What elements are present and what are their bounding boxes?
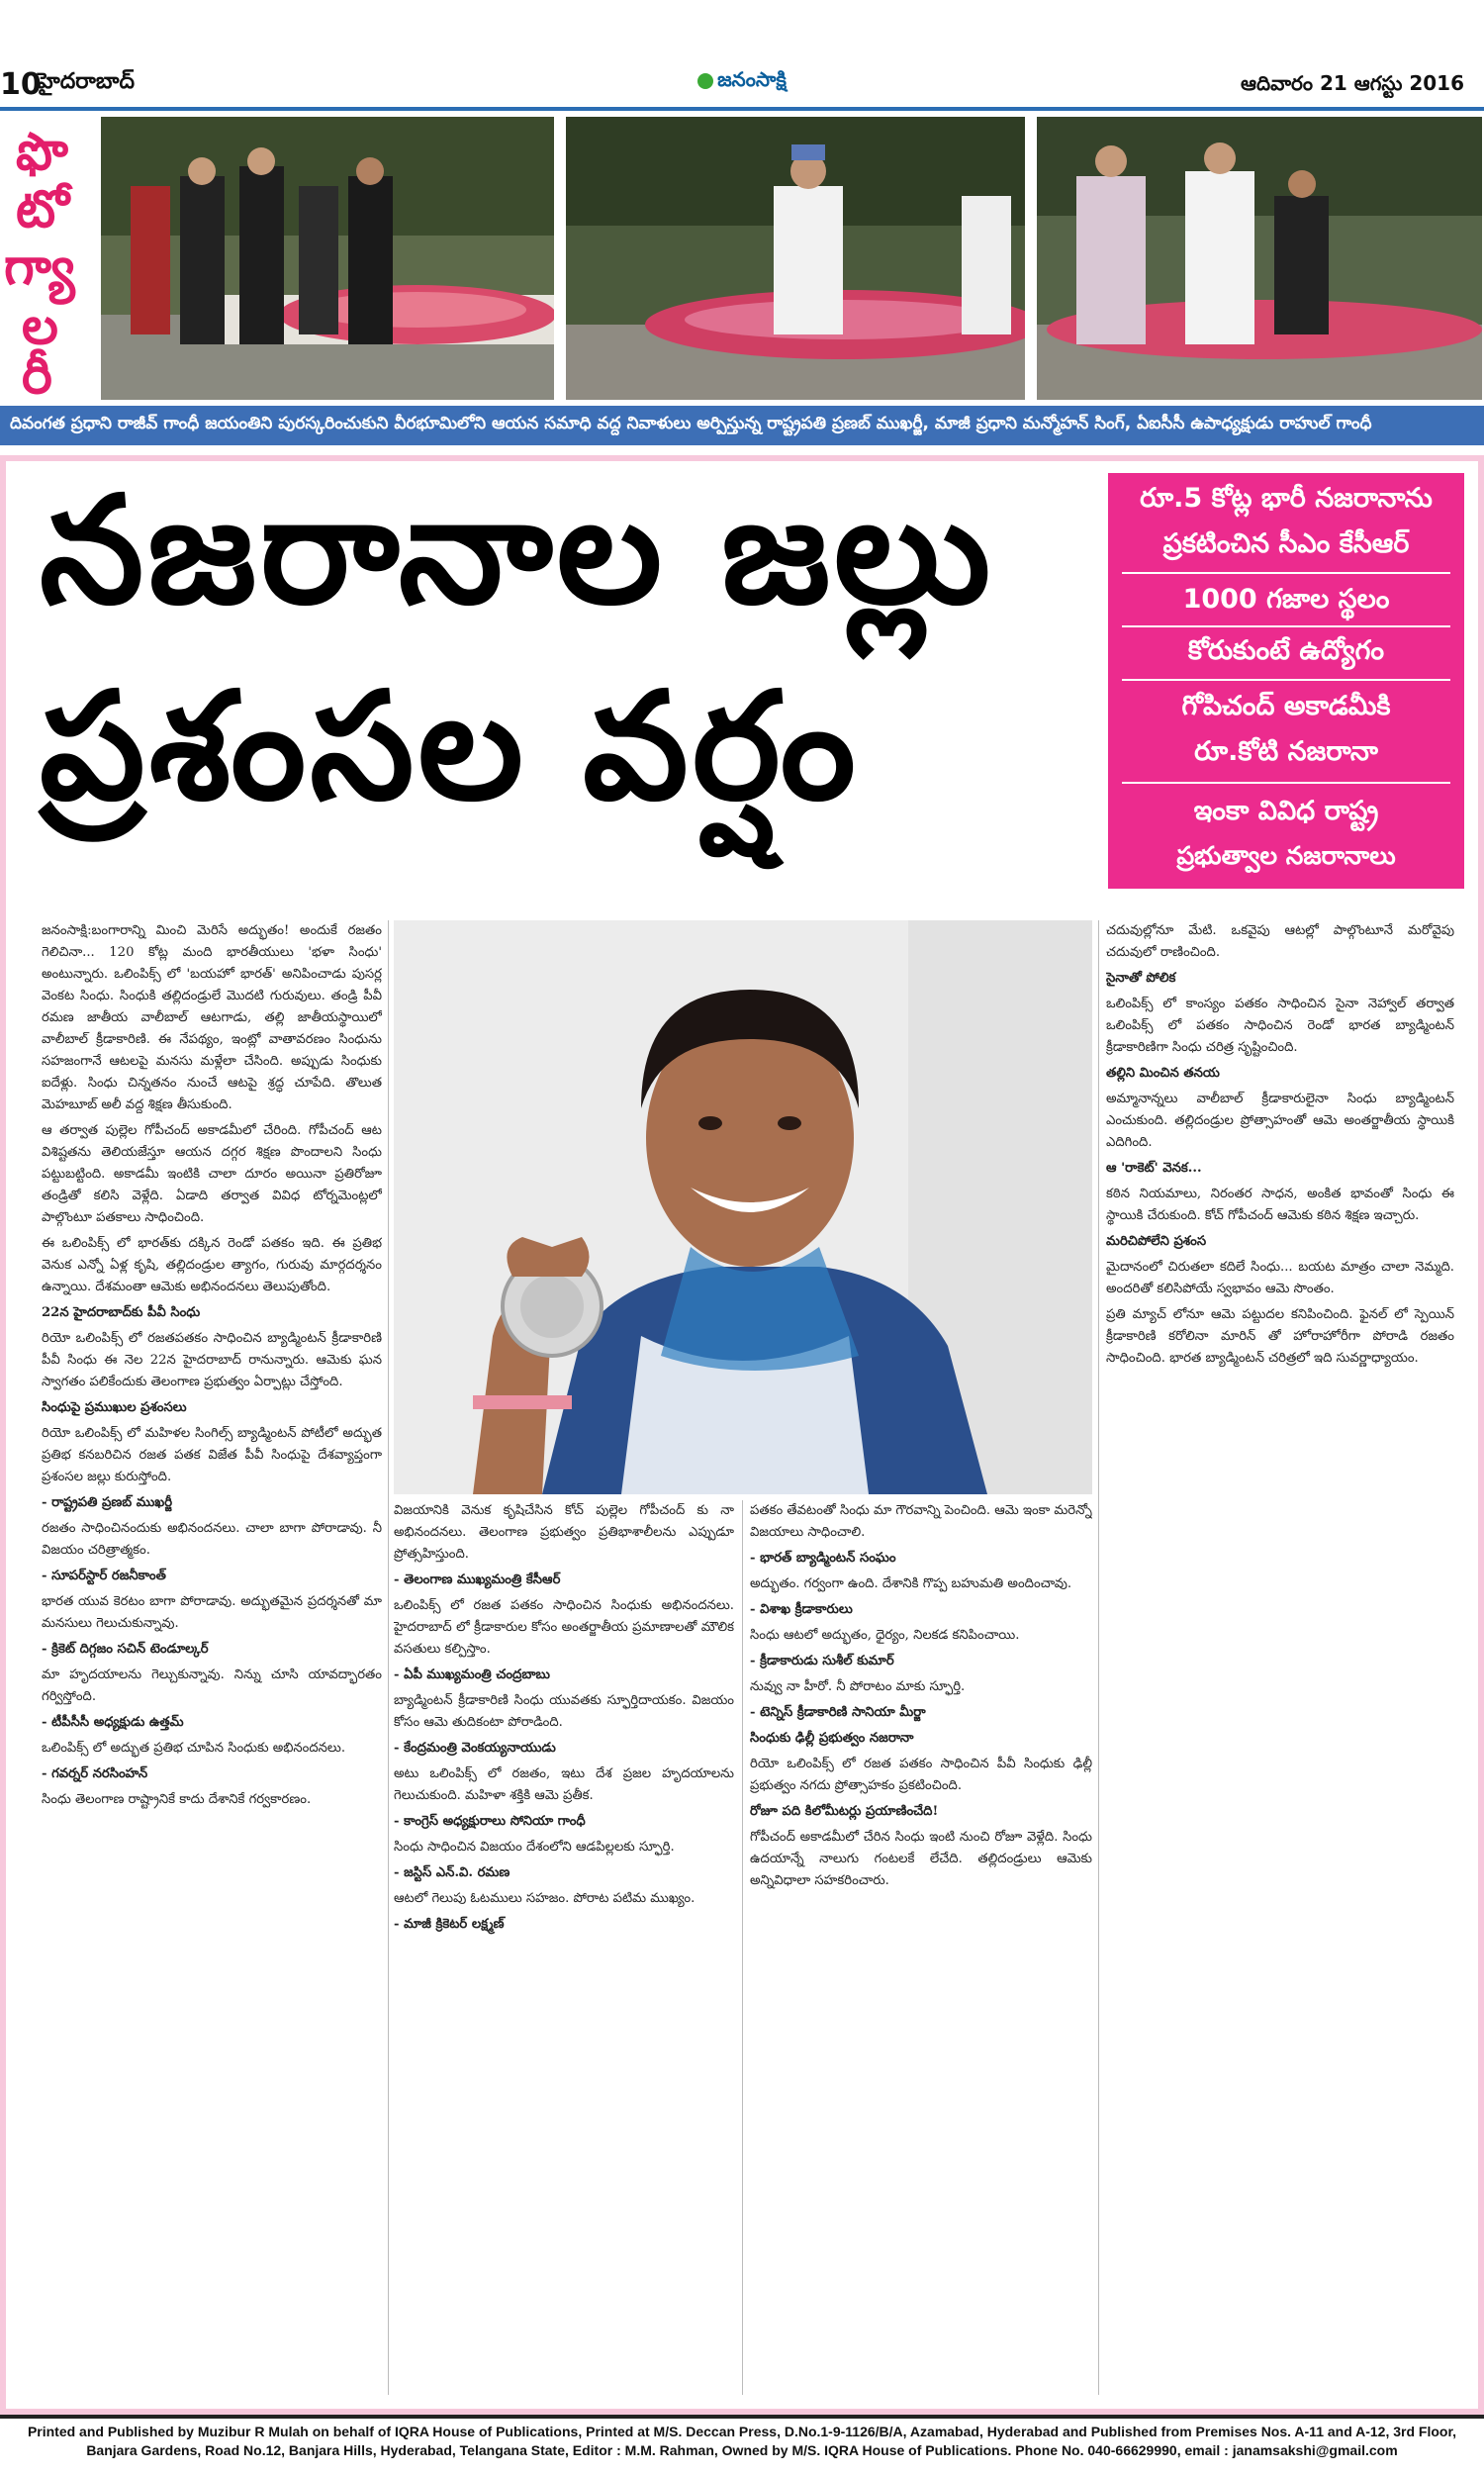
article-paragraph: ఒలింపిక్స్ లో రజత పతకం సాధించిన సింధుకు అభినందనలు. హైదరాబాద్ లో క్రీడాకారుల కోసం అంతర్జాతీయ ప్రమాణాలతో మౌలిక వసతులు కల్పిస్తాం. — [394, 1598, 734, 1657]
highlight-divider — [1122, 782, 1450, 784]
article-paragraph: సింధు ఆటలో అద్భుతం, ధైర్యం, నిలకడ కనిపించాయి. — [750, 1628, 1020, 1643]
article-paragraph: భారత యువ కెరటం బాగా పోరాడావు. అద్భుతమైన ప్రదర్శనతో మా మనసులు గెలుచుకున్నావు. — [42, 1594, 382, 1631]
quote-attribution: - జస్టిస్ ఎన్.వి. రమణ — [394, 1865, 510, 1880]
quote-attribution: - గవర్నర్ నరసింహన్ — [42, 1766, 148, 1781]
article-column-3 — [750, 1500, 1092, 2395]
article-paragraph: అటు ఒలింపిక్స్ లో రజతం, ఇటు దేశ ప్రజల హృదయాలను గెలుచుకుంది. మహిళా శక్తికి ఆమె ప్రతీక. — [394, 1766, 734, 1803]
headline-line1: నజరానాల జల్లు — [40, 465, 995, 637]
column-rule — [1098, 920, 1099, 2395]
article-paragraph: గోపీచంద్ అకాడమీలో చేరిన సింధు ఇంటి నుంచి రోజూ వెళ్లేది. సింధు ఉదయాన్నే నాలుగు గంటలకే లేచేది. తల్లిదండ్రులు ఆమెకు అన్నివిధాలా సహకరించారు. — [750, 1830, 1092, 1888]
masthead-logo — [683, 61, 801, 101]
article-subheading: సింధుపై ప్రముఖుల ప్రశంసలు — [42, 1400, 187, 1415]
quote-attribution: - ఏపీ ముఖ్యమంత్రి చంద్రబాబు — [394, 1667, 550, 1682]
quote-attribution: - టీపీసీసీ అధ్యక్షుడు ఉత్తమ్ — [42, 1715, 184, 1730]
gallery-caption: దివంగత ప్రధాని రాజీవ్ గాంధీ జయంతిని పురస్కరించుకుని వీరభూమిలోని ఆయన సమాధి వద్ద నివాళులు అర్పిస్తున్న రాష్ట్రపతి ప్రణబ్ ముఖర్జీ, మాజీ ప్రధాని మన్మోహన్ సింగ్, ఏఐసీసీ ఉపాధ్యక్షుడు రాహుల్ గాంధీ — [0, 406, 1484, 445]
quote-attribution: - క్రీడాకారుడు సుశీల్ కుమార్ — [750, 1654, 894, 1668]
highlight-item: ప్రకటించిన సీఎం కేసీఆర్ — [1162, 528, 1410, 559]
page-number: 10 — [0, 67, 42, 102]
article-paragraph: నువ్వు నా హీరో. నీ పోరాటం మాకు స్ఫూర్తి. — [750, 1679, 966, 1694]
article-paragraph: రియో ఒలింపిక్స్ లో రజత పతకం సాధించిన పీవీ సింధుకు ఢిల్లీ ప్రభుత్వం నగదు ప్రోత్సాహకం ప్రకటించింది. — [750, 1757, 1092, 1793]
article-subheading: ఆ 'రాకెట్' వెనక... — [1106, 1161, 1202, 1176]
article-paragraph: మా హృదయాలను గెల్చుకున్నావు. నిన్ను చూసి యావద్భారతం గర్విస్తోంది. — [42, 1667, 382, 1704]
article-subheading: 22న హైదరాబాద్‌కు పీవీ సింధు — [42, 1305, 201, 1320]
highlight-item: 1000 గజాల స్థలం — [1182, 584, 1390, 615]
column-rule — [388, 920, 389, 2395]
quote-attribution: - భారత్ బ్యాడ్మింటన్ సంఘం — [750, 1551, 896, 1566]
article-paragraph: ఆ తర్వాత పుల్లెల గోపీచంద్ అకాడమీలో చేరింది. గోపీచంద్ ఆట విశిష్టతను తెలియజేస్తూ ఆయన దగ్గర శిక్షణ పొందాలని సింధు పట్టుబట్టింది. అకాడమీ ఇంటికి చాలా దూరం అయినా ప్రతిరోజూ తండ్రితో కలిసి వెళ్లేది. ఏడాది తర్వాత వివిధ టోర్నమెంట్లలో పాల్గొంటూ పతకాలు సాధించింది. — [42, 1123, 382, 1225]
gallery-label-char: ల — [22, 297, 58, 356]
gallery-label-char: రీ — [22, 346, 52, 406]
article-paragraph: చదువుల్లోనూ మేటి. ఒకవైపు ఆటల్లో పాల్గొంటూనే మరోవైపు చదువులో రాణించింది. — [1106, 923, 1454, 960]
quote-attribution: - కేంద్రమంత్రి వెంకయ్యనాయుడు — [394, 1741, 556, 1756]
article-column-4 — [1106, 920, 1454, 2395]
gallery-label-char: ఫొ — [16, 123, 68, 182]
quote-attribution: - విశాఖ క్రీడాకారులు — [750, 1602, 853, 1617]
city-name: హైదరాబాద్ — [38, 69, 135, 94]
quote-attribution: - తెలంగాణ ముఖ్యమంత్రి కేసీఆర్ — [394, 1572, 561, 1587]
article-paragraph: సింధు తెలంగాణ రాష్ట్రానికే కాదు దేశానికే గర్వకారణం. — [42, 1792, 312, 1807]
photo-gallery-label — [0, 111, 99, 406]
quote-attribution: - రాష్ట్రపతి ప్రణబ్ ముఖర్జీ — [42, 1495, 173, 1510]
quote-attribution: - మాజీ క్రికెటర్ లక్ష్మణ్ — [394, 1917, 505, 1932]
quote-attribution: - క్రికెట్ దిగ్గజం సచిన్ టెండూల్కర్ — [42, 1642, 209, 1657]
article-paragraph: మైదానంలో చిరుతలా కదిలే సింధు... బయట మాత్రం చాలా నెమ్మది. అందరితో కలిసిపోయే స్వభావం ఆమె సొంతం. — [1106, 1260, 1454, 1296]
article-subheading: సైనాతో పోలిక — [1106, 971, 1176, 986]
article-paragraph: అమ్మానాన్నలు వాలీబాల్ క్రీడాకారులైనా సింధు బ్యాడ్మింటన్ ఎంచుకుంది. తల్లిదండ్రుల ప్రోత్సాహంతో ఆమె అంతర్జాతీయ స్థాయికి ఎదిగింది. — [1106, 1092, 1454, 1150]
sindhu-photo — [394, 920, 1092, 1494]
issue-date: ఆదివారం 21 ఆగస్టు 2016 — [1240, 71, 1464, 95]
article-paragraph: ఆటలో గెలుపు ఓటములు సహజం. పోరాట పటిమ ముఖ్యం. — [394, 1891, 696, 1906]
quote-attribution: - టెన్నిస్ క్రీడాకారిణి సానియా మీర్జా — [750, 1705, 926, 1720]
article-paragraph: పతకం తేవటంతో సింధు మా గౌరవాన్ని పెంచింది. ఆమె ఇంకా మరెన్నో విజయాలు సాధించాలి. — [750, 1503, 1092, 1540]
quote-attribution: - సూపర్‌స్టార్ రజనీకాంత్ — [42, 1569, 166, 1583]
article-paragraph: విజయానికి వెనుక కృషిచేసిన కోచ్ పుల్లెల గోపీచంద్ కు నా అభినందనలు. తెలంగాణ ప్రభుత్వం ప్రతిభాశాలీలను ఎప్పుడూ ప్రోత్సహిస్తుంది. — [394, 1503, 734, 1562]
gallery-photo-manmohan — [564, 115, 1027, 402]
gallery-photo-pranab — [99, 115, 556, 402]
article-paragraph: బ్యాడ్మింటన్ క్రీడాకారిణి సింధు యువతకు స్ఫూర్తిదాయకం. విజయం కోసం ఆమె తుదికంటా పోరాడింది. — [394, 1693, 734, 1730]
logo-icon — [697, 73, 713, 89]
article-subheading: సింధుకు ఢిల్లీ ప్రభుత్వం నజరానా — [750, 1731, 914, 1746]
article-paragraph: రియో ఒలింపిక్స్ లో మహిళల సింగిల్స్ బ్యాడ్మింటన్ పోటీలో అద్భుత ప్రతిభ కనబరిచిన రజత పతక విజేత పీవీ సింధుపై దేశవ్యాప్తంగా ప్రశంసల జల్లు కురుస్తోంది. — [42, 1426, 382, 1484]
gallery-label-char: టో — [16, 180, 69, 239]
spacer — [0, 2369, 1484, 2370]
article-paragraph: జనంసాక్షి:బంగారాన్ని మించి మెరిసే అద్భుతం! అందుకే రజతం గెలిచినా... 120 కోట్ల మంది భారతీయులు 'భళా సింధు' అంటున్నారు. ఒలింపిక్స్ లో 'బయహో భారత్' అనిపించాడు పుసర్ల వెంకట సింధు. సింధుకి తల్లిదండ్రులే మొదటి గురువులు. తండ్రి పీవీ రమణ జాతీయ వాలీబాల్ ఆటగాడు, తల్లి జాతీయస్థాయిలో వాలీబాల్ క్రీడాకారిణి. ఈ నేపథ్యం, ఇంట్లో వాతావరణం సింధును సహజంగానే ఆటలపై మనసు మళ్లేలా చేసింది. అప్పుడు సింధుకు ఐదేళ్లు. సింధు చిన్నతనం నుంచే ఆటపై శ్రద్ధ చూపేది. తొలుత మెహబూబ్ అలీ వద్ద శిక్షణ తీసుకుంది. — [42, 923, 382, 1112]
highlight-item: రూ.5 కోట్ల భారీ నజరానాను — [1140, 483, 1433, 514]
article-subheading: మరిచిపోలేని ప్రశంస — [1106, 1234, 1207, 1249]
article-paragraph: ఒలింపిక్స్ లో అద్భుత ప్రతిభ చూపిన సింధుకు అభినందనలు. — [42, 1741, 346, 1756]
highlight-item: రూ.కోటి నజరానా — [1194, 736, 1378, 767]
highlight-divider — [1122, 572, 1450, 574]
article-paragraph: అద్భుతం. గర్వంగా ఉంది. దేశానికి గొప్ప బహుమతి అందించావు. — [750, 1576, 1072, 1591]
gallery-photo-rahul — [1035, 115, 1484, 402]
highlight-item: గోపిచంద్ అకాడమీకి — [1181, 691, 1391, 721]
imprint-footer: Printed and Published by Muzibur R Mulah on behalf of IQRA House of Publications, Printed at M/S. Deccan Press, D.No.1-9-1126/B/A, Azamabad, Hyderabad and Published from Premises Nos. A-11 and A-12, 3rd Floor, Banjara Gardens, Road No.12, Banjara Hills, Hyderabad, Telangana State, Editor : M.M. Rahman, Owned by M/S. IQRA House of Publications. Phone No. 040-66629990, email : janamsakshi@gmail.com — [0, 2419, 1484, 2476]
article-paragraph: రజతం సాధించినందుకు అభినందనలు. చాలా బాగా పోరాడావు. నీ విజయం చరిత్రాత్మకం. — [42, 1521, 382, 1558]
gallery-label-char: గ్యా — [4, 238, 75, 297]
quote-attribution: - కాంగ్రెస్ అధ్యక్షురాలు సోనియా గాంధీ — [394, 1814, 586, 1829]
highlight-divider — [1122, 679, 1450, 681]
article-paragraph: సింధు సాధించిన విజయం దేశంలోని ఆడపిల్లలకు స్ఫూర్తి. — [394, 1840, 675, 1855]
article-paragraph: రియో ఒలింపిక్స్ లో రజతపతకం సాధించిన బ్యాడ్మింటన్ క్రీడాకారిణి పీవీ సింధు ఈ నెల 22న హైదరాబాద్ రానున్నారు. ఆమెకు ఘన స్వాగతం పలికేందుకు తెలంగాణ ప్రభుత్వం ఏర్పాట్లు చేస్తోంది. — [42, 1331, 382, 1389]
highlight-divider — [1122, 625, 1450, 627]
article-column-1 — [42, 920, 382, 2395]
article-column-2 — [394, 1500, 734, 2395]
highlights-box — [1108, 473, 1464, 889]
highlight-item: ప్రభుత్వాల నజరానాలు — [1176, 841, 1396, 870]
headline-line2: ప్రశంసల వర్షం — [40, 661, 860, 833]
logo-text: జనంసాక్షి — [717, 66, 787, 91]
highlight-item: ఇంకా వివిధ రాష్ట్ర — [1193, 796, 1379, 826]
column-rule — [742, 1500, 743, 2395]
article-paragraph: ఒలింపిక్స్ లో కాంస్యం పతకం సాధించిన సైనా నెహ్వాల్ తర్వాత ఒలింపిక్స్ లో పతకం సాధించిన రెండో భారత బ్యాడ్మింటన్ క్రీడాకారిణిగా సింధు చరిత్ర సృష్టించింది. — [1106, 997, 1454, 1055]
article-subheading: రోజూ పది కిలోమీటర్లు ప్రయాణించేది! — [750, 1804, 939, 1819]
article-paragraph: ఈ ఒలింపిక్స్ లో భారత్‌కు దక్కిన రెండో పతకం ఇది. ఈ ప్రతిభ వెనుక ఎన్నో ఏళ్ల కృషి, తల్లిదండ్రుల త్యాగం, గురువు మార్గదర్శనం ఉన్నాయి. దేశమంతా ఆమెకు అభినందనలు తెలుపుతోంది. — [42, 1236, 382, 1294]
article-paragraph: కఠిన నియమాలు, నిరంతర సాధన, అంకిత భావంతో సింధు ఈ స్థాయికి చేరుకుంది. కోచ్ గోపీచంద్ ఆమెకు కఠిన శిక్షణ ఇచ్చారు. — [1106, 1187, 1454, 1223]
header-rule — [0, 107, 1484, 111]
highlight-item: కోరుకుంటే ఉద్యోగం — [1187, 635, 1385, 666]
article-paragraph: ప్రతి మ్యాచ్ లోనూ ఆమె పట్టుదల కనిపించింది. ఫైనల్ లో స్పెయిన్ క్రీడాకారిణి కరోలినా మారిన్ తో హోరాహోరీగా పోరాడి రజతం సాధించింది. భారత బ్యాడ్మింటన్ చరిత్రలో ఇది సువర్ణాధ్యాయం. — [1106, 1307, 1454, 1366]
article-subheading: తల్లిని మించిన తనయ — [1106, 1066, 1220, 1081]
